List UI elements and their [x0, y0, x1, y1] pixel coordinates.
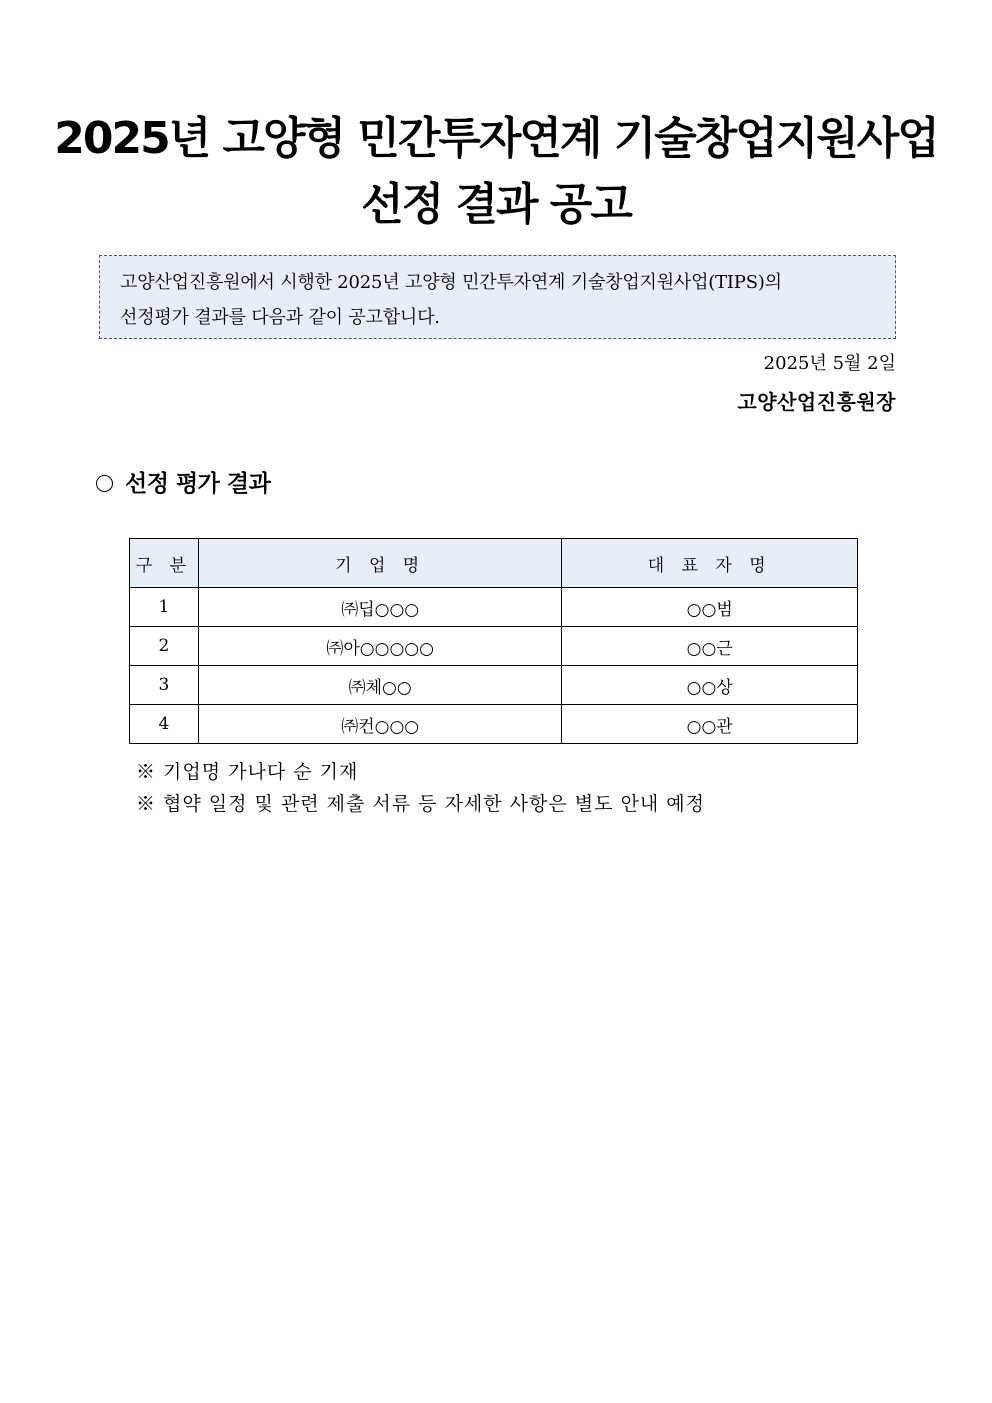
row-number: 2 — [130, 627, 199, 666]
ceo-name: ○○근 — [562, 627, 858, 666]
row-number: 4 — [130, 705, 199, 744]
table-row — [130, 705, 858, 744]
ceo-name: ○○상 — [562, 666, 858, 705]
row-number: 1 — [130, 588, 199, 627]
note-item: ※ 협약 일정 및 관련 제출 서류 등 자세한 사항은 별도 안내 예정 — [136, 793, 705, 815]
company-name: ㈜체○○ — [198, 666, 562, 705]
intro-text-line-2: 선정평가 결과를 다음과 같이 공고합니다. — [120, 307, 440, 328]
table-row — [130, 588, 858, 627]
header-division: 구 분 — [130, 539, 199, 588]
document-title-line-1: 2025년 고양형 민간투자연계 기술창업지원사업 — [54, 113, 938, 164]
company-name: ㈜컨○○○ — [198, 705, 562, 744]
issuer-name: 고양산업진흥원장 — [737, 390, 896, 414]
announcement-intro-box — [99, 255, 896, 339]
company-name: ㈜아○○○○○ — [198, 627, 562, 666]
company-name: ㈜딥○○○ — [198, 588, 562, 627]
notes — [136, 756, 705, 820]
selection-results-table — [129, 538, 858, 744]
ceo-name: ○○범 — [562, 588, 858, 627]
header-company-name: 기 업 명 — [198, 539, 562, 588]
section-title: 선정 평가 결과 — [125, 471, 271, 497]
section-heading — [96, 468, 270, 500]
document-title-line-2: 선정 결과 공고 — [361, 179, 631, 230]
row-number: 3 — [130, 666, 199, 705]
table-row — [130, 666, 858, 705]
table-row — [130, 627, 858, 666]
circle-bullet-icon — [96, 475, 113, 492]
intro-text-line-1: 고양산업진흥원에서 시행한 2025년 고양형 민간투자연계 기술창업지원사업(TIPS)의 — [120, 272, 782, 293]
announcement-date: 2025년 5월 2일 — [763, 353, 896, 374]
ceo-name: ○○관 — [562, 705, 858, 744]
table-header-row — [130, 539, 858, 588]
note-item: ※ 기업명 가나다 순 기재 — [136, 761, 359, 783]
header-ceo-name: 대 표 자 명 — [562, 539, 858, 588]
